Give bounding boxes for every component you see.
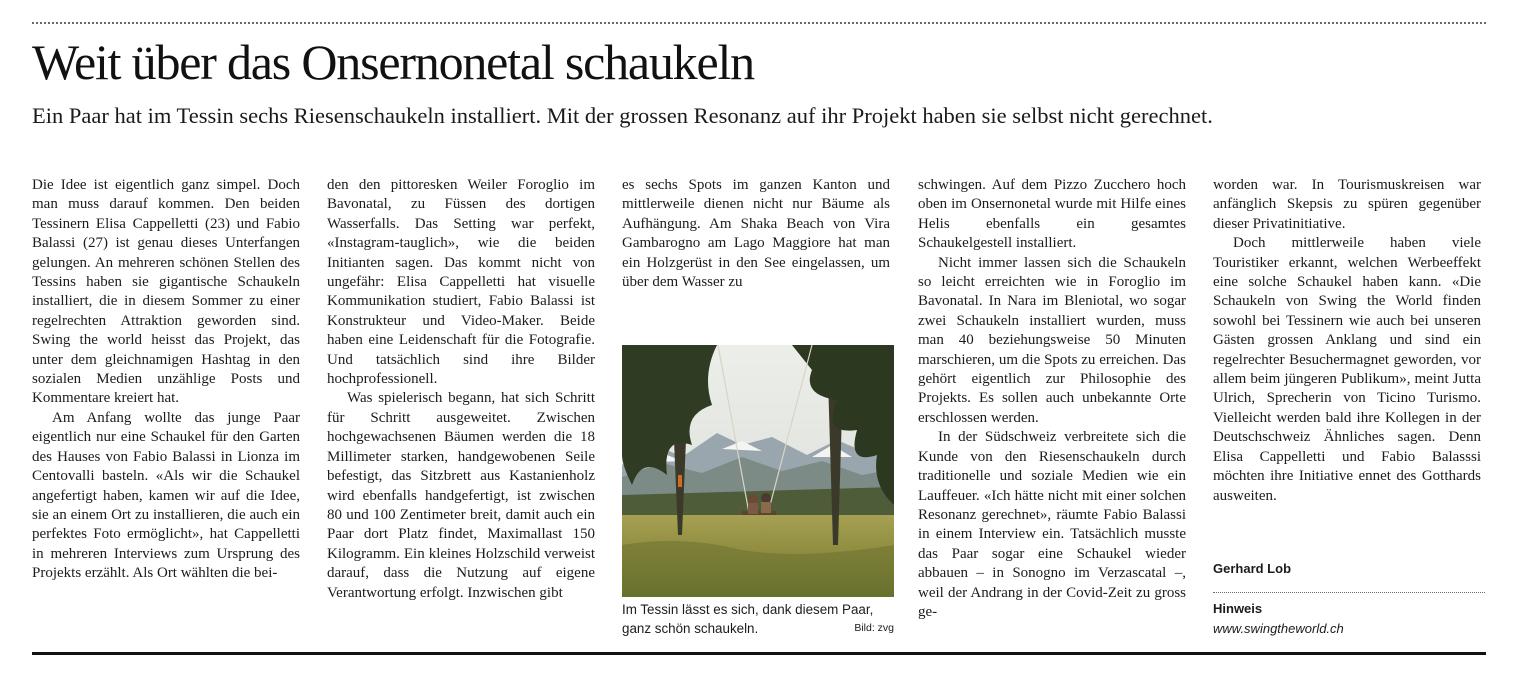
paragraph: Doch mittlerweile haben viele Touristiker erkannt, welchen Werbeeffekt eine solche Schaukel haben kann. «Die Schaukeln von Swing the World finden sowohl bei Tessinern wie auch bei unseren Gästen grossen Anklang und sind ein regelrechter Besuchermagnet geworden, vor allem beim jüngeren Publikum», meint Jutta Ulrich, Sprecherin von Ticino Turismo. Vielleicht werden bald ihre Kollegen in der Deutschschweiz Ähnliches sagen. Denn Elisa Cappelletti und Fabio Balasssi möchten ihre Initiative ennet des Gotthards ausweiten. [1213,235,1481,504]
caption-text: Im Tessin lässt es sich, dank diesem Paar, ganz schön schaukeln. [622,602,874,636]
paragraph: Nicht immer lassen sich die Schaukeln so leicht erreichten wie in Foroglio im Bavonatal. In Nara im Bleniotal, wo sogar zwei Schaukeln installiert wurden, muss man 40 beziehungsweise 50 Minuten marschieren, um die Spots zu erreichen. Das gehört eigentlich zur Philosophie des Projekts. Es sollen auch unbekannte Orte erschlossen werden. [918,254,1186,426]
text-column-2 [327,176,595,603]
text-column-3 [622,176,890,292]
photo-caption [622,600,894,638]
top-dotted-rule [32,22,1486,24]
paragraph: In der Südschweiz verbreitete sich die Kunde von den Riesenschaukeln durch traditionelle und soziale Medien wie ein Lauffeuer. «Ich hätte nicht mit einer solchen Resonanz gerechnet», räumte Fabio Balassi in einem Interview ein. Tatsächlich musste das Paar sogar eine Schaukel wieder abbauen – in Sonogno im Verzascatal –, weil der Andrang in der Covid-Zeit zu gross ge- [918,429,1186,620]
text-column-4 [918,176,1186,622]
paragraph: es sechs Spots im ganzen Kanton und mittlerweile dienen nicht nur Bäume als Aufhängung. Am Shaka Beach von Vira Gambarogno am Lago Maggiore hat man ein Holzgerüst in den See eingelassen, um über dem Wasser zu [622,177,890,291]
author-byline: Gerhard Lob [1213,561,1292,576]
paragraph: Was spielerisch begann, hat sich Schritt für Schritt ausgeweitet. Zwischen hochgewachsenen Bäumen werden die 18 Millimeter starken, handgewobenen Seile befestigt, das Sitzbrett aus Kastanienholz wird ebenfalls handgefertigt, ist zwischen 80 und 100 Zentimeter breit, damit auch ein Paar dort Platz findet, Maximallast 150 Kilogramm. Ein kleines Holzschild verweist darauf, dass die Nutzung auf eigene Verantwortung erfolgt. Inzwischen gibt [327,390,595,601]
paragraph: den den pittoresken Weiler Foroglio im Bavonatal, zu Füssen des dortigen Wasserfalls. Das Setting war perfekt, «Instagram-tauglich», wie die beiden Initianten sagen. Das kommt nicht von ungefähr: Elisa Cappelletti hat visuelle Kommunikation studiert, Fabio Balassi ist Konstrukteur und Video-Maker. Beide haben eine Leidenschaft für die Fotografie. Und tatsächlich sind ihre Bilder hochprofessionell. [327,177,595,388]
paragraph: worden war. In Tourismuskreisen war anfänglich Skepsis zu spüren gegenüber dieser Privatinitiative. [1213,177,1481,232]
website-link[interactable]: www.swingtheworld.ch [1213,621,1344,636]
paragraph: schwingen. Auf dem Pizzo Zucchero hoch oben im Onsernonetal wurde mit Hilfe eines Helis ebenfalls ein gesamtes Schaukelgestell installiert. [918,177,1186,252]
article-photo [622,345,894,597]
lead-text: Ein Paar hat im Tessin sechs Riesenschaukeln installiert. Mit der grossen Resonanz auf ihr Projekt haben sie selbst nicht gerechnet. [32,103,1213,128]
text-column-5 [1213,176,1481,506]
paragraph: Die Idee ist eigentlich ganz simpel. Doch man muss darauf kommen. Den beiden Tessinern Elisa Cappelletti (23) und Fabio Balassi (27) ist genau dieses Unterfangen gelungen. An mehreren schönen Stellen des Tessins haben sie gigantische Schaukeln installiert, die in diesem Sommer zu einer regelrechten Attraktion geworden sind. Swing the world heisst das Projekt, das unter dem gleichnamigen Hashtag in den sozialen Medien unzählige Posts und Kommentare kreiert hat. [32,177,300,407]
note-title: Hinweis [1213,601,1263,616]
text-column-1 [32,176,300,584]
photo-credit: Bild: zvg [854,622,894,634]
headline: Weit über das Onsernonetal schaukeln [32,34,754,90]
paragraph: Am Anfang wollte das junge Paar eigentlich nur eine Schaukel für den Garten des Hauses von Fabio Balassi in Lionza im Centovalli basteln. «Als wir die Schaukel angefertigt haben, kamen wir auf die Idee, sie an einem Ort zu installieren, die auch ein perfektes Foto ermöglicht», hat Cappelletti in mehreren Interviews zum Ursprung des Projekts erzählt. Als Ort wählten die bei- [32,409,300,582]
note-dotted-rule [1213,592,1485,593]
bottom-rule [32,652,1486,655]
